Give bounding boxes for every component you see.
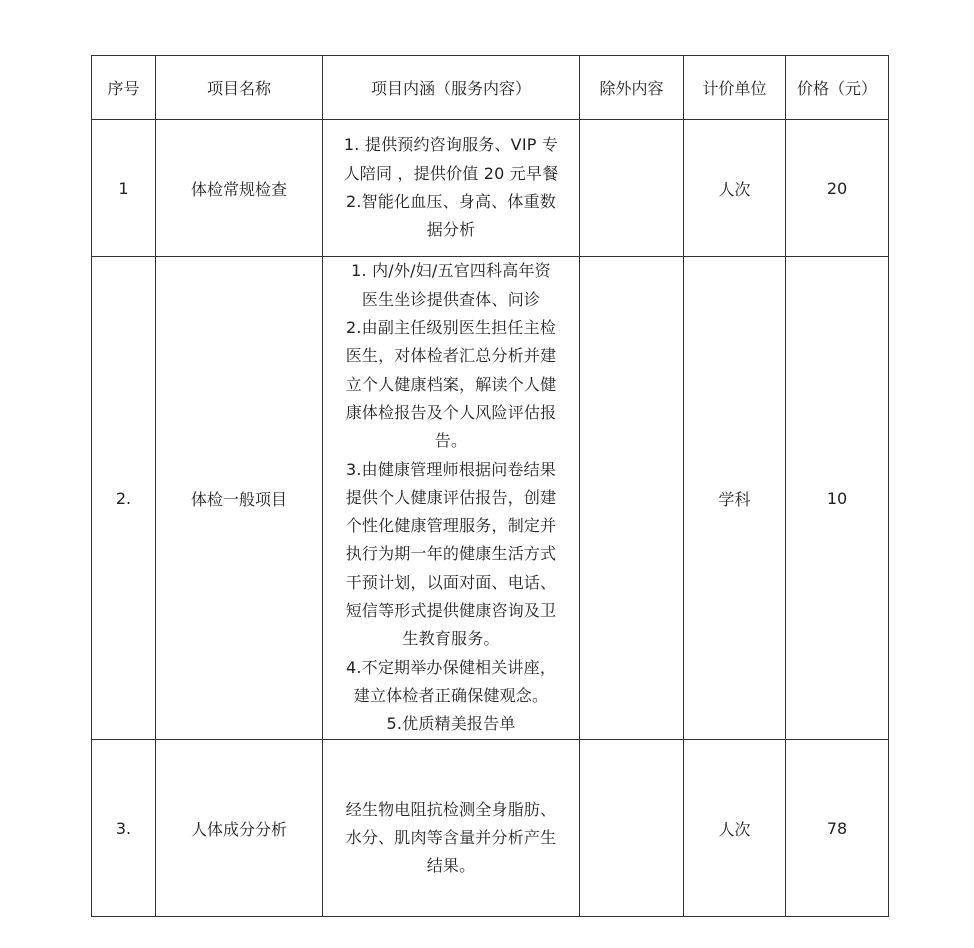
cell-exclusions	[580, 257, 684, 740]
content-line: 医生，对体检者汇总分析并建	[345, 346, 557, 366]
cell-price: 78	[786, 740, 889, 917]
header-serial-number: 序号	[92, 56, 156, 120]
content-line: 人陪同 ，提供价值 20 元早餐	[343, 163, 559, 183]
content-line: 告。	[434, 431, 468, 451]
price-table	[91, 55, 889, 917]
table-header-row	[92, 56, 889, 120]
table-row	[92, 257, 889, 740]
header-item-content: 项目内涵（服务内容）	[323, 56, 580, 120]
content-line: 康体检报告及个人风险评估报	[345, 402, 557, 422]
header-item-name: 项目名称	[156, 56, 323, 120]
content-line: 结果。	[426, 856, 476, 876]
header-exclusions: 除外内容	[580, 56, 684, 120]
cell-item-content	[323, 257, 580, 740]
content-line: 1. 提供预约咨询服务、VIP 专	[343, 135, 559, 155]
cell-item-content	[323, 120, 580, 257]
content-line: 2.由副主任级别医生担任主检	[345, 318, 557, 338]
cell-item-name: 体检一般项目	[156, 257, 323, 740]
table-row	[92, 740, 889, 917]
cell-pricing-unit: 学科	[684, 257, 786, 740]
content-line: 3.由健康管理师根据问卷结果	[345, 459, 557, 479]
cell-serial-number: 2.	[92, 257, 156, 740]
content-line: 短信等形式提供健康咨询及卫	[345, 601, 557, 621]
content-line: 据分析	[426, 220, 476, 240]
content-line: 干预计划，以面对面、电话、	[345, 572, 557, 592]
content-line: 水分、肌肉等含量并分析产生	[345, 827, 557, 847]
cell-serial-number: 1	[92, 120, 156, 257]
content-line: 4.不定期举办保健相关讲座，	[345, 657, 557, 677]
content-line: 立个人健康档案，解读个人健	[345, 374, 557, 394]
content-line: 个性化健康管理服务，制定并	[345, 516, 557, 536]
content-line: 2.智能化血压、身高、体重数	[345, 192, 557, 211]
cell-item-name: 体检常规检查	[156, 120, 323, 257]
content-line: 提供个人健康评估报告，创建	[345, 487, 557, 507]
content-line: 执行为期一年的健康生活方式	[345, 544, 557, 564]
table-row	[92, 120, 889, 257]
content-line: 经生物电阻抗检测全身脂肪、	[345, 799, 557, 819]
cell-price: 20	[786, 120, 889, 257]
content-line: 生教育服务。	[402, 629, 500, 649]
content-line: 5.优质精美报告单	[386, 714, 516, 734]
content-line: 医生坐诊提供查体、问诊	[361, 289, 541, 309]
cell-price: 10	[786, 257, 889, 740]
cell-item-content	[323, 740, 580, 917]
cell-item-name: 人体成分分析	[156, 740, 323, 917]
cell-exclusions	[580, 740, 684, 917]
cell-exclusions	[580, 120, 684, 257]
cell-pricing-unit: 人次	[684, 740, 786, 917]
cell-pricing-unit: 人次	[684, 120, 786, 257]
content-line: 1. 内/外/妇/五官四科高年资	[351, 261, 551, 281]
content-line: 建立体检者正确保健观念。	[353, 685, 549, 705]
header-price: 价格（元）	[786, 56, 889, 120]
header-pricing-unit: 计价单位	[684, 56, 786, 120]
cell-serial-number: 3.	[92, 740, 156, 917]
